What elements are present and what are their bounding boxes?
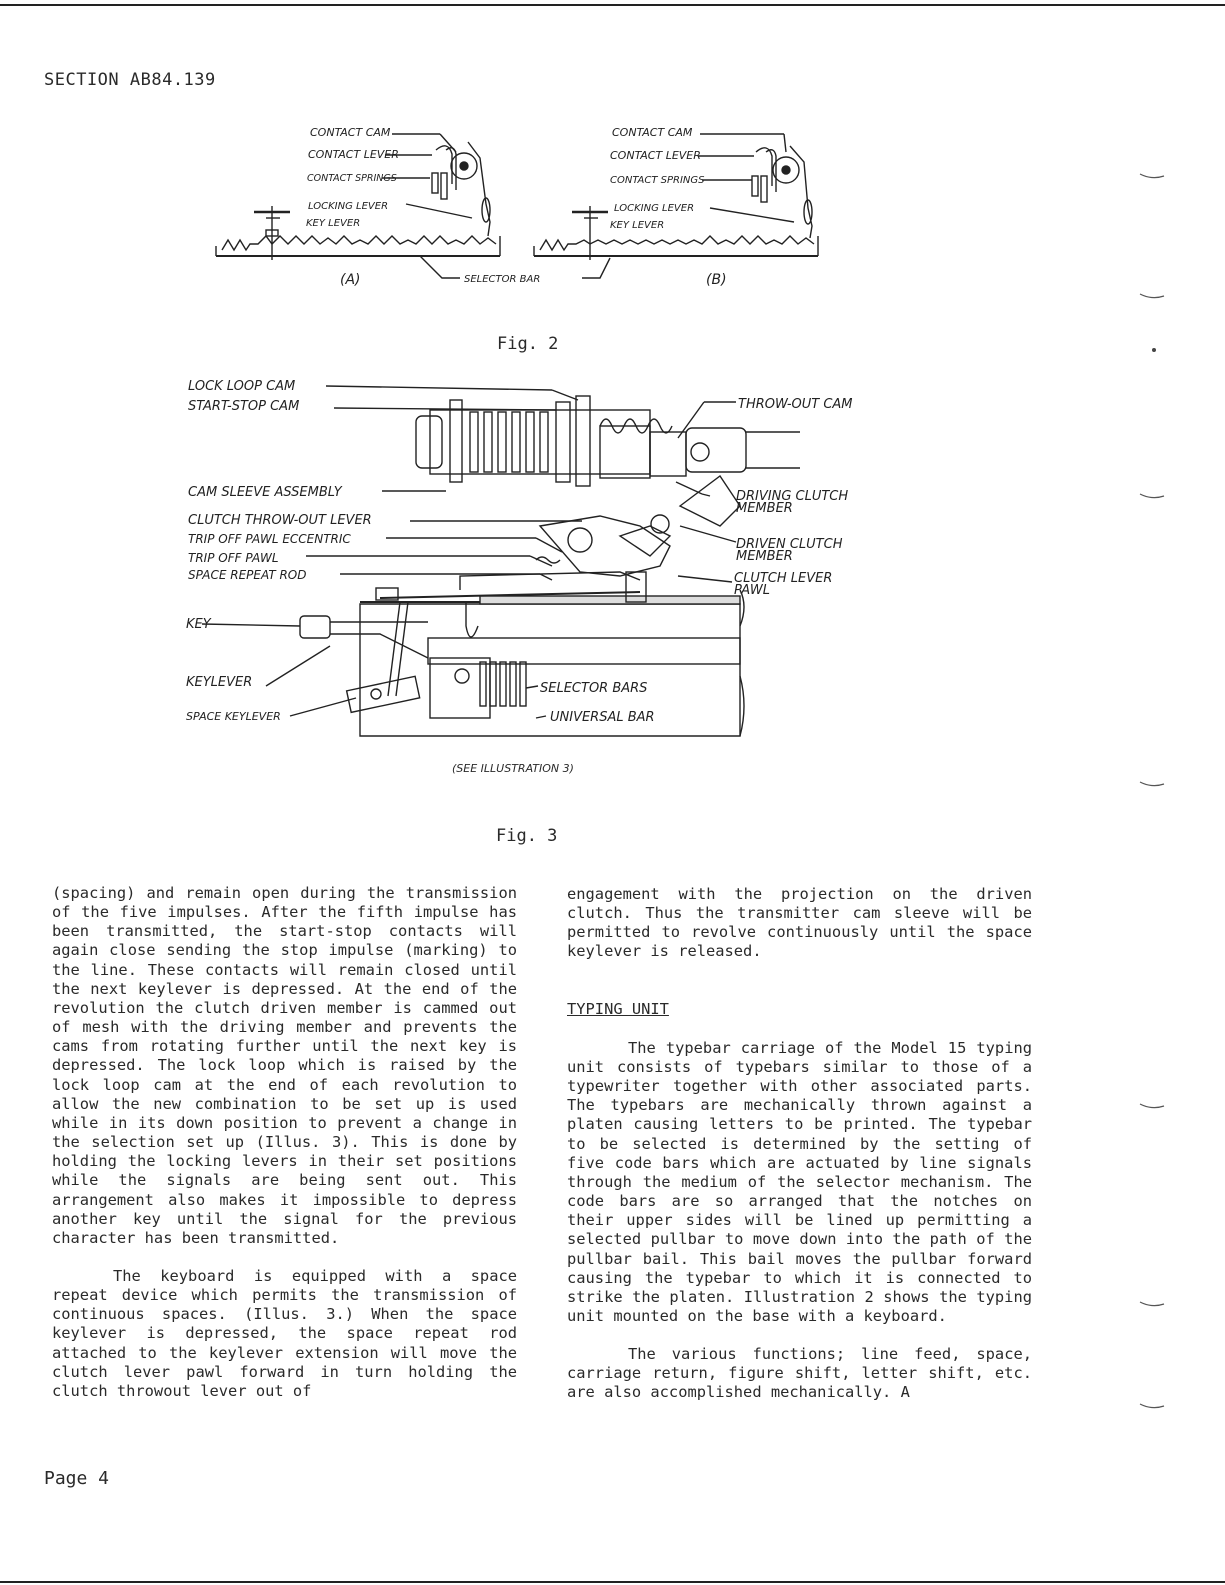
- fig3-driven-clutch-member-label: MEMBER: [736, 549, 793, 564]
- page-number: Page 4: [44, 1468, 110, 1489]
- fig2a-contact-cam-label: CONTACT CAM: [310, 126, 391, 139]
- fig3-clutch-lever-label: CLUTCH LEVER: [734, 571, 833, 586]
- fig3-driving-clutch-member-label: MEMBER: [736, 501, 793, 516]
- fig3-clutch-throw-out-lever-label: CLUTCH THROW-OUT LEVER: [188, 513, 372, 528]
- fig3-space-keylever-label: SPACE KEYLEVER: [186, 710, 281, 723]
- fig2a-locking-lever-label: LOCKING LEVER: [308, 201, 389, 212]
- right-column: [567, 885, 1032, 1403]
- fig3-selector-bars-label: SELECTOR BARS: [540, 681, 648, 696]
- fig2-panel-a-label: (A): [340, 272, 361, 288]
- fig3-keylever-label: KEYLEVER: [186, 675, 253, 690]
- top-rule: [0, 4, 1225, 6]
- left-paragraph-1: (spacing) and remain open during the transmission of the five impulses. After the fifth impulse has been transmitted, the start-stop contacts will again close sending the stop impulse (marking) to the line. These contacts will remain closed until the next keylever is depressed. At the end of the revolution the clutch driven member is cammed out of mesh with the driving member and prevents the cams from rotating further until the next key is depressed. The lock loop which is raised by the lock loop cam at the end of each revolution to allow the new combination to be set up is used while in its down position to prevent a change in the selection set up (Illus. 3). This is done by holding the locking levers in their set positions while the signals are being sent out. This arrangement also makes it impossible to depress another key until the signal for the previous character has been transmitted.: [52, 884, 517, 1247]
- right-paragraph-1: engagement with the projection on the driven clutch. Thus the transmitter cam sleeve will be permitted to revolve continuously until the space keylever is released.: [567, 885, 1032, 961]
- fig3-driving-clutch-label: DRIVING CLUTCH: [736, 489, 849, 504]
- fig2b-key-lever-label: KEY LEVER: [610, 220, 665, 231]
- right-paragraph-2: The typebar carriage of the Model 15 typing unit consists of typebars similar to those of a typewriter together with other associated parts. The typebars are mechanically thrown against a platen causing letters to be printed. The typebar to be selected is determined by the setting of five code bars which are actuated by line signals through the medium of the selector mechanism. The code bars are so arranged that the notches on their upper sides will be lined up permitting a selected pullbar to move down into the path of the pullbar bail. This bail moves the pullbar forward causing the typebar to which it is connected to strike the platen. Illustration 2 shows the typing unit mounted on the base with a keyboard.: [567, 1038, 1032, 1325]
- fig2-panel-b-label: (B): [706, 272, 727, 288]
- figure-3-diagram: [180, 376, 880, 746]
- fig3-driven-clutch-label: DRIVEN CLUTCH: [736, 537, 843, 552]
- fig2b-locking-lever-label: LOCKING LEVER: [614, 203, 695, 214]
- right-paragraph-3: The various functions; line feed, space, carriage return, figure shift, letter shift, etc. are also accomplished mechanically. A: [567, 1345, 1032, 1402]
- fig2b-contact-cam-label: CONTACT CAM: [612, 126, 693, 139]
- fig3-space-repeat-rod-label: SPACE REPEAT ROD: [188, 568, 307, 582]
- scan-margin-marks: [1130, 160, 1170, 1420]
- left-column: [52, 884, 517, 1401]
- fig3-start-stop-cam-label: START-STOP CAM: [188, 399, 300, 414]
- fig2-caption: Fig. 2: [497, 334, 559, 354]
- left-paragraph-2: The keyboard is equipped with a space repeat device which permits the transmission of continuous spaces. (Illus. 3.) When the space keylever is depressed, the space repeat rod attached to the keylever extension will move the clutch lever pawl forward in turn holding the clutch throwout lever out of: [52, 1266, 517, 1400]
- fig2b-contact-springs-label: CONTACT SPRINGS: [610, 175, 705, 186]
- fig3-cam-sleeve-assembly-label: CAM SLEEVE ASSEMBLY: [188, 485, 342, 500]
- fig3-trip-off-pawl-label: TRIP OFF PAWL: [188, 551, 279, 565]
- fig3-throw-out-cam-label: THROW-OUT CAM: [738, 397, 853, 412]
- fig3-see-illustration-note: (SEE ILLUSTRATION 3): [452, 762, 574, 775]
- section-header: SECTION AB84.139: [44, 70, 216, 90]
- typing-unit-heading: TYPING UNIT: [567, 999, 669, 1018]
- fig2a-contact-springs-label: CONTACT SPRINGS: [307, 173, 397, 184]
- fig3-clutch-lever-pawl-label: PAWL: [734, 583, 770, 598]
- figure-2-diagram: [210, 118, 830, 293]
- fig2a-contact-lever-label: CONTACT LEVER: [308, 148, 399, 161]
- fig3-key-label: KEY: [186, 617, 211, 632]
- fig2b-contact-lever-label: CONTACT LEVER: [610, 149, 701, 162]
- fig3-trip-off-pawl-eccentric-label: TRIP OFF PAWL ECCENTRIC: [188, 532, 351, 546]
- fig2-selector-bar-label: SELECTOR BAR: [464, 274, 541, 285]
- bottom-rule: [0, 1581, 1225, 1583]
- fig3-lock-loop-cam-label: LOCK LOOP CAM: [188, 379, 296, 394]
- fig3-caption: Fig. 3: [496, 826, 558, 846]
- fig2a-key-lever-label: KEY LEVER: [306, 218, 361, 229]
- fig3-universal-bar-label: UNIVERSAL BAR: [550, 710, 655, 725]
